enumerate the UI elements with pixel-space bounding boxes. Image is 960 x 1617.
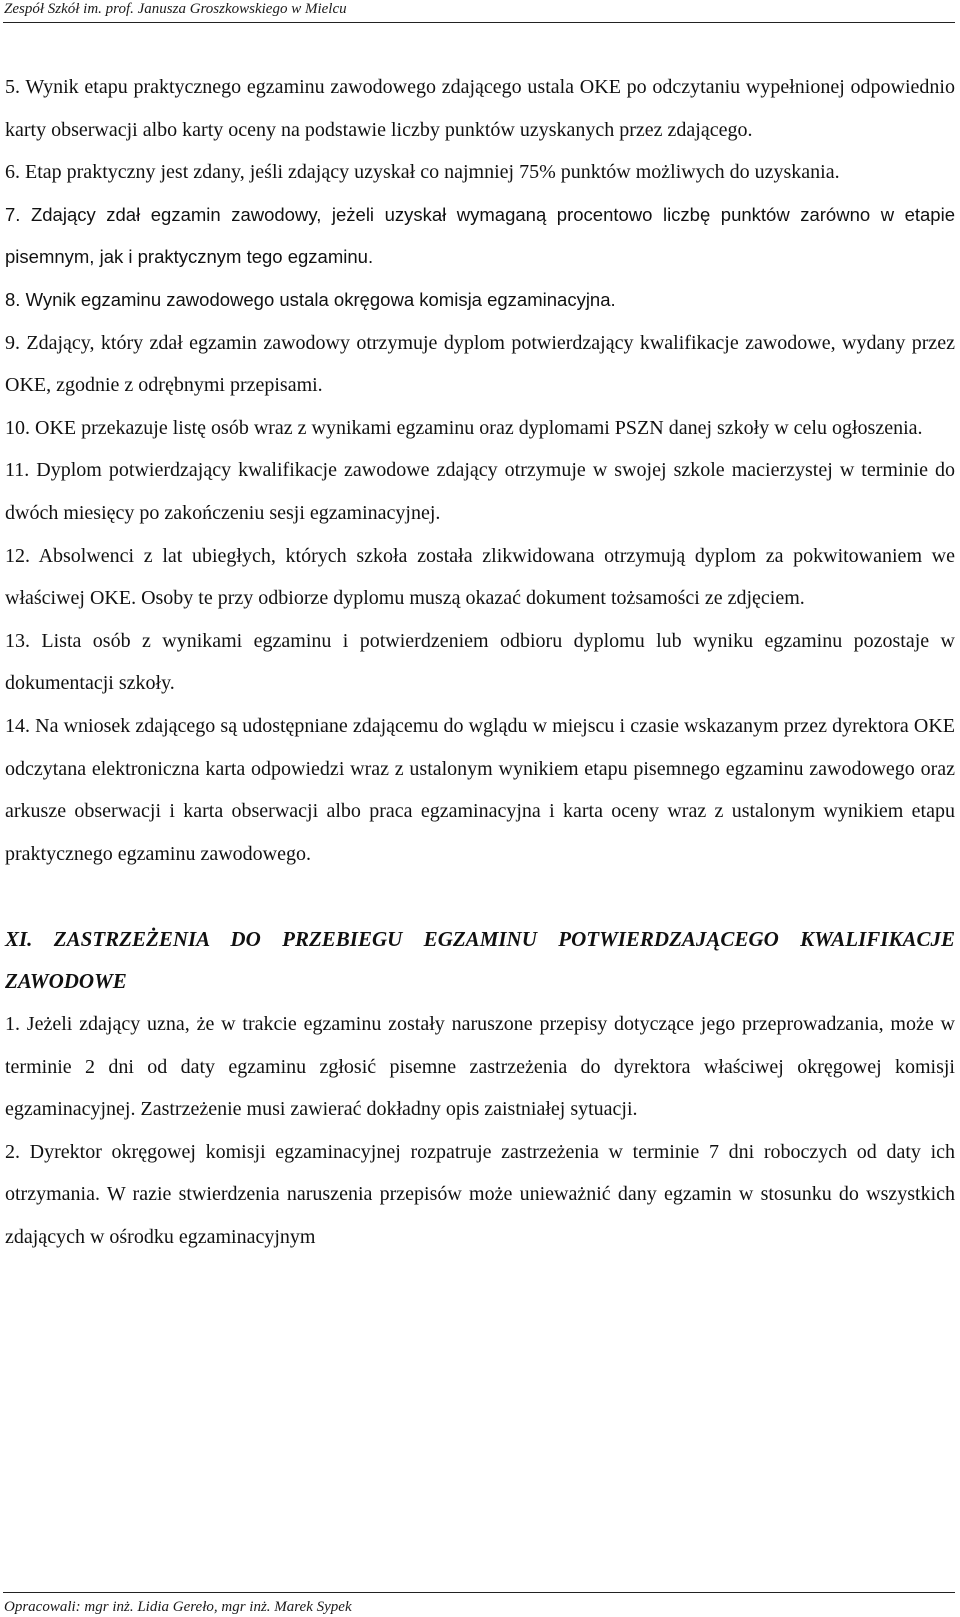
page-footer: Opracowali: mgr inż. Lidia Gereło, mgr inż. Marek Sypek [4,1599,352,1615]
paragraph-7: 7. Zdający zdał egzamin zawodowy, jeżeli uzyskał wymaganą procentowo liczbę punktów zarówno w etapie pisemnym, jak i praktycznym tego egzaminu. [5,203,955,268]
section-title: XI. ZASTRZEŻENIA DO PRZEBIEGU EGZAMINU POTWIERDZAJĄCEGO KWALIFIKACJE ZAWODOWE [5,926,955,994]
paragraph-11: 11. Dyplom potwierdzający kwalifikacje zawodowe zdający otrzymuje w swojej szkole macierzystej w terminie do dwóch miesięcy po zakończeniu sesji egzaminacyjnej. [5,459,955,524]
paragraph-12: 12. Absolwenci z lat ubiegłych, których szkoła została zlikwidowana otrzymują dyplom za pokwitowaniem we właściwej OKE. Osoby te przy odbiorze dyplomu muszą okazać dokument tożsamości ze zdjęciem. [5,544,955,610]
paragraph-10: 10. OKE przekazuje listę osób wraz z wynikami egzaminu oraz dyplomami PSZN danej szkoły w celu ogłoszenia. [5,416,923,439]
header-divider [3,22,955,23]
paragraph-6: 6. Etap praktyczny jest zdany, jeśli zdający uzyskał co najmniej 75% punktów możliwych do uzyskania. [5,161,840,184]
section-paragraph-1: 1. Jeżeli zdający uzna, że w trakcie egzaminu zostały naruszone przepisy dotyczące jego przeprowadzania, może w terminie 2 dni od daty egzaminu zgłosić pisemne zastrzeżenia do dyrektora właściwej okręgowej komisji egzaminacyjnej. Zastrzeżenie musi zawierać dokładny opis zaistniałej sytuacji. [5,1013,955,1121]
footer-divider [3,1592,955,1593]
page-header: Zespół Szkół im. prof. Janusza Groszkowskiego w Mielcu [4,1,347,17]
paragraph-9: 9. Zdający, który zdał egzamin zawodowy otrzymuje dyplom potwierdzający kwalifikacje zawodowe, wydany przez OKE, zgodnie z odrębnymi przepisami. [5,331,955,397]
document-body [5,66,955,1259]
paragraph-13: 13. Lista osób z wynikami egzaminu i potwierdzeniem odbioru dyplomu lub wyniku egzaminu pozostaje w dokumentacji szkoły. [5,629,955,695]
section-paragraph-2: 2. Dyrektor okręgowej komisji egzaminacyjnej rozpatruje zastrzeżenia w terminie 7 dni roboczych od daty ich otrzymania. W razie stwierdzenia naruszenia przepisów może unieważnić dany egzamin w stosunku do wszystkich zdających w ośrodku egzaminacyjnym [5,1140,955,1249]
paragraph-14: 14. Na wniosek zdającego są udostępniane zdającemu do wglądu w miejscu i czasie wskazanym przez dyrektora OKE odczytana elektroniczna karta odpowiedzi wraz z ustalonym wynikiem etapu pisemnego egzaminu zawodowego oraz arkusze obserwacji i karta obserwacji albo praca egzaminacyjna i karta oceny wraz z ustalonym wynikiem etapu praktycznego egzaminu zawodowego. [5,714,955,865]
paragraph-8: 8. Wynik egzaminu zawodowego ustala okręgowa komisja egzaminacyjna. [5,288,616,310]
paragraph-5: 5. Wynik etapu praktycznego egzaminu zawodowego zdającego ustala OKE po odczytaniu wypełnionej odpowiednio karty obserwacji albo karty oceny na podstawie liczby punktów uzyskanych przez zdającego. [5,76,955,141]
